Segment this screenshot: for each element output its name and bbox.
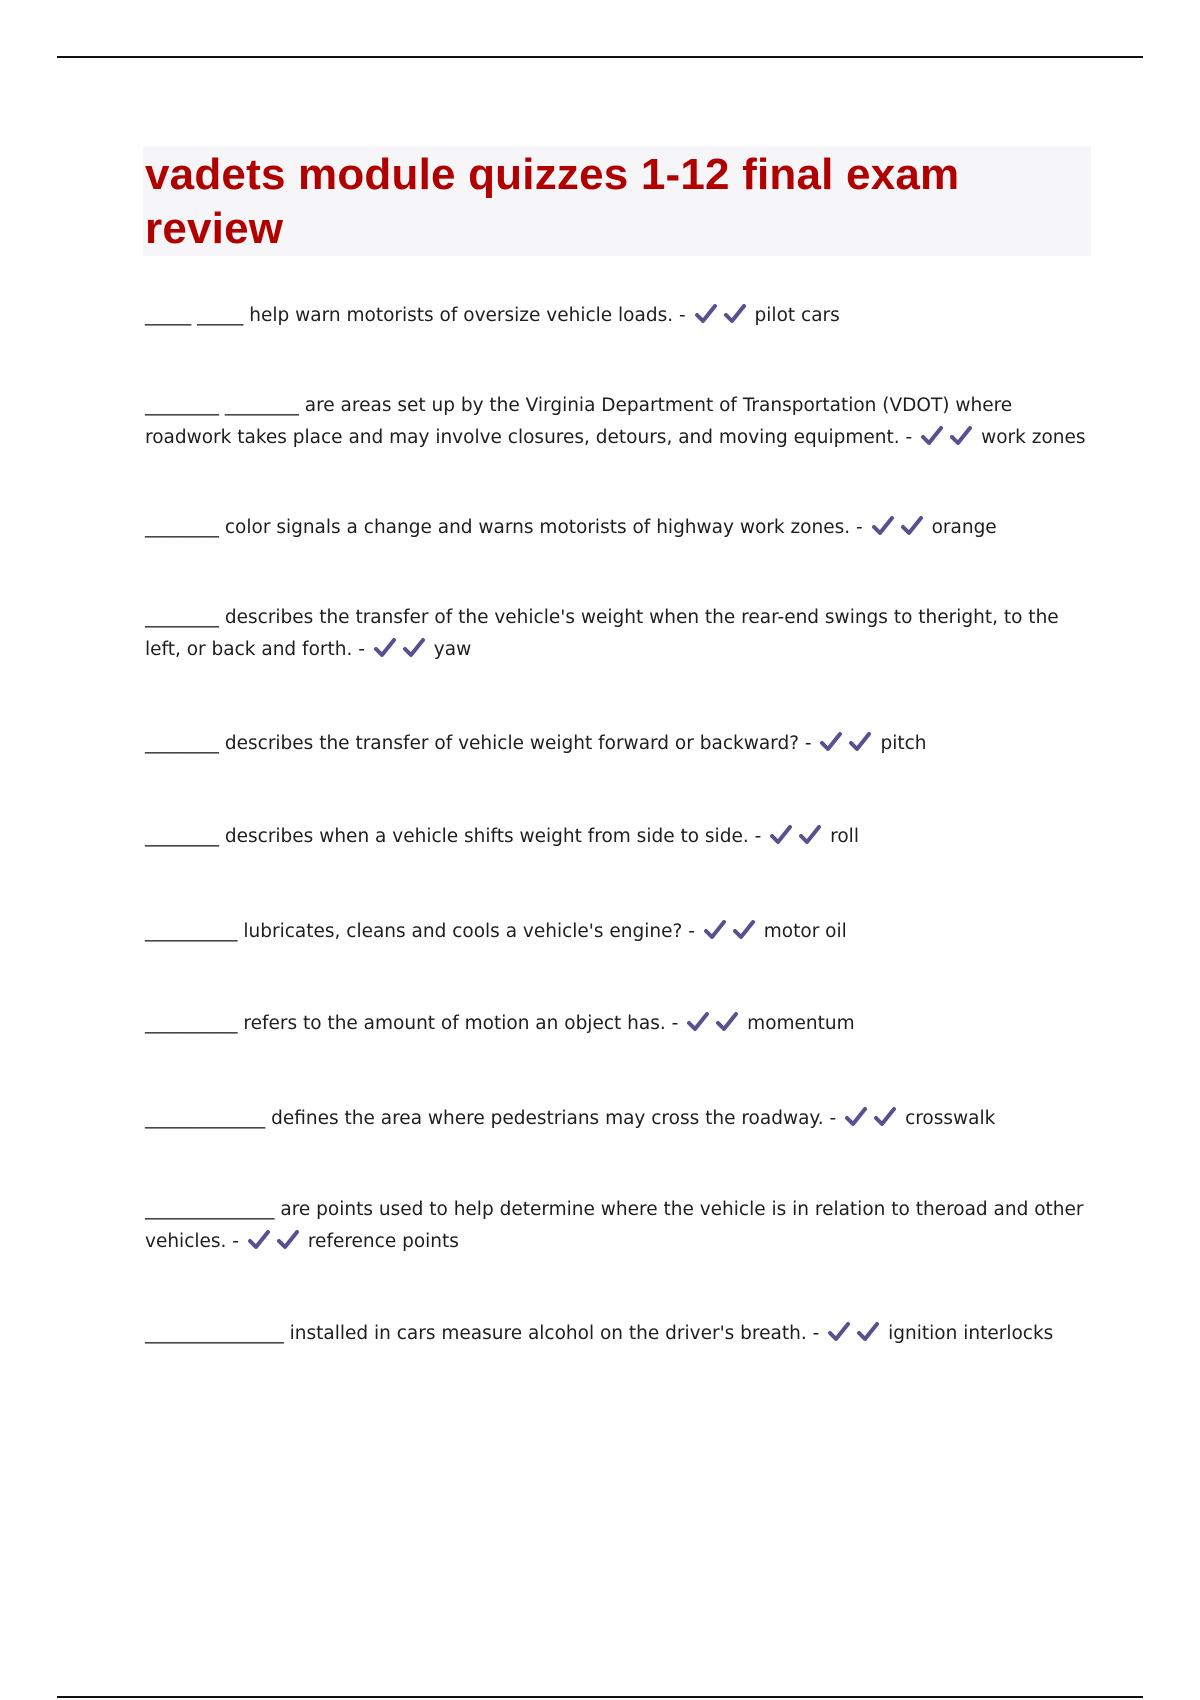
question-text: _______________ installed in cars measure alcohol on the driver's breath. xyxy=(145,1323,807,1344)
answer-text: momentum xyxy=(747,1013,855,1034)
qa-item xyxy=(145,821,1090,857)
separator: - xyxy=(806,1323,826,1344)
question-text: __________ refers to the amount of motion an object has. xyxy=(145,1013,666,1034)
double-check xyxy=(694,303,752,336)
answer-text: reference points xyxy=(307,1231,459,1252)
answer-text: motor oil xyxy=(763,921,847,942)
check-icon xyxy=(844,1106,868,1128)
answer-text: roll xyxy=(830,826,859,847)
document-title: vadets module quizzes 1-12 final exam review xyxy=(145,150,960,253)
double-check xyxy=(844,1106,902,1139)
double-check xyxy=(769,824,827,857)
qa-item xyxy=(145,1318,1090,1354)
separator: - xyxy=(226,1231,245,1252)
check-icon xyxy=(827,1321,851,1343)
check-icon xyxy=(373,637,397,659)
answer-text: crosswalk xyxy=(905,1108,996,1129)
check-icon xyxy=(715,1011,739,1033)
double-check xyxy=(686,1011,744,1044)
separator: - xyxy=(799,733,818,754)
double-check xyxy=(920,425,978,458)
answer-text: orange xyxy=(931,517,997,538)
qa-item xyxy=(145,602,1090,670)
question-text: _____ _____ help warn motorists of oversize vehicle loads. xyxy=(145,305,674,326)
check-icon xyxy=(949,425,973,447)
question-text: ______________ are points used to help determine where the vehicle is in relation to theroad and other vehicles. xyxy=(145,1199,1084,1252)
question-text: ________ ________ are areas set up by the Virginia Department of Transportation (VDOT) where roadwork takes place and may involve closures, detours, and moving equipment. xyxy=(145,395,1013,448)
separator: - xyxy=(823,1108,843,1129)
separator: - xyxy=(665,1013,685,1034)
double-check xyxy=(247,1229,305,1262)
answer-text: pitch xyxy=(880,733,927,754)
question-text: __________ lubricates, cleans and cools a vehicle's engine? xyxy=(145,921,683,942)
check-icon xyxy=(402,637,426,659)
check-icon xyxy=(920,425,944,447)
qa-item xyxy=(145,1103,1090,1139)
check-icon xyxy=(769,824,793,846)
check-icon xyxy=(856,1321,880,1343)
check-icon xyxy=(871,515,895,537)
separator: - xyxy=(352,639,371,660)
title-banner xyxy=(143,146,1091,256)
check-icon xyxy=(900,515,924,537)
double-check xyxy=(703,919,761,952)
check-icon xyxy=(276,1229,300,1251)
page-bottom-rule xyxy=(57,1696,1143,1698)
qa-item xyxy=(145,512,1090,548)
check-icon xyxy=(732,919,756,941)
answer-text: pilot cars xyxy=(754,305,840,326)
check-icon xyxy=(873,1106,897,1128)
question-text: ________ describes when a vehicle shifts weight from side to side. xyxy=(145,826,749,847)
check-icon xyxy=(703,919,727,941)
separator: - xyxy=(682,921,701,942)
separator: - xyxy=(673,305,692,326)
check-icon xyxy=(247,1229,271,1251)
question-text: ________ describes the transfer of vehicle weight forward or backward? xyxy=(145,733,800,754)
qa-item xyxy=(145,1194,1090,1262)
check-icon xyxy=(723,303,747,325)
question-text: ________ describes the transfer of the vehicle's weight when the rear-end swings to theright, to the left, or back and forth. xyxy=(145,607,1059,660)
separator: - xyxy=(899,427,919,448)
page-top-rule xyxy=(57,56,1143,58)
separator: - xyxy=(748,826,768,847)
check-icon xyxy=(798,824,822,846)
qa-item xyxy=(145,300,1090,336)
double-check xyxy=(871,515,929,548)
check-icon xyxy=(848,731,872,753)
check-icon xyxy=(819,731,843,753)
check-icon xyxy=(694,303,718,325)
separator: - xyxy=(850,517,869,538)
qa-item xyxy=(145,1008,1090,1044)
double-check xyxy=(827,1321,885,1354)
double-check xyxy=(819,731,877,764)
answer-text: yaw xyxy=(433,639,472,660)
answer-text: ignition interlocks xyxy=(888,1323,1054,1344)
qa-item xyxy=(145,916,1090,952)
double-check xyxy=(373,637,431,670)
question-text: _____________ defines the area where pedestrians may cross the roadway. xyxy=(145,1108,824,1129)
qa-item xyxy=(145,728,1090,764)
check-icon xyxy=(686,1011,710,1033)
qa-item xyxy=(145,390,1090,458)
question-text: ________ color signals a change and warns motorists of highway work zones. xyxy=(145,517,851,538)
answer-text: work zones xyxy=(981,427,1086,448)
